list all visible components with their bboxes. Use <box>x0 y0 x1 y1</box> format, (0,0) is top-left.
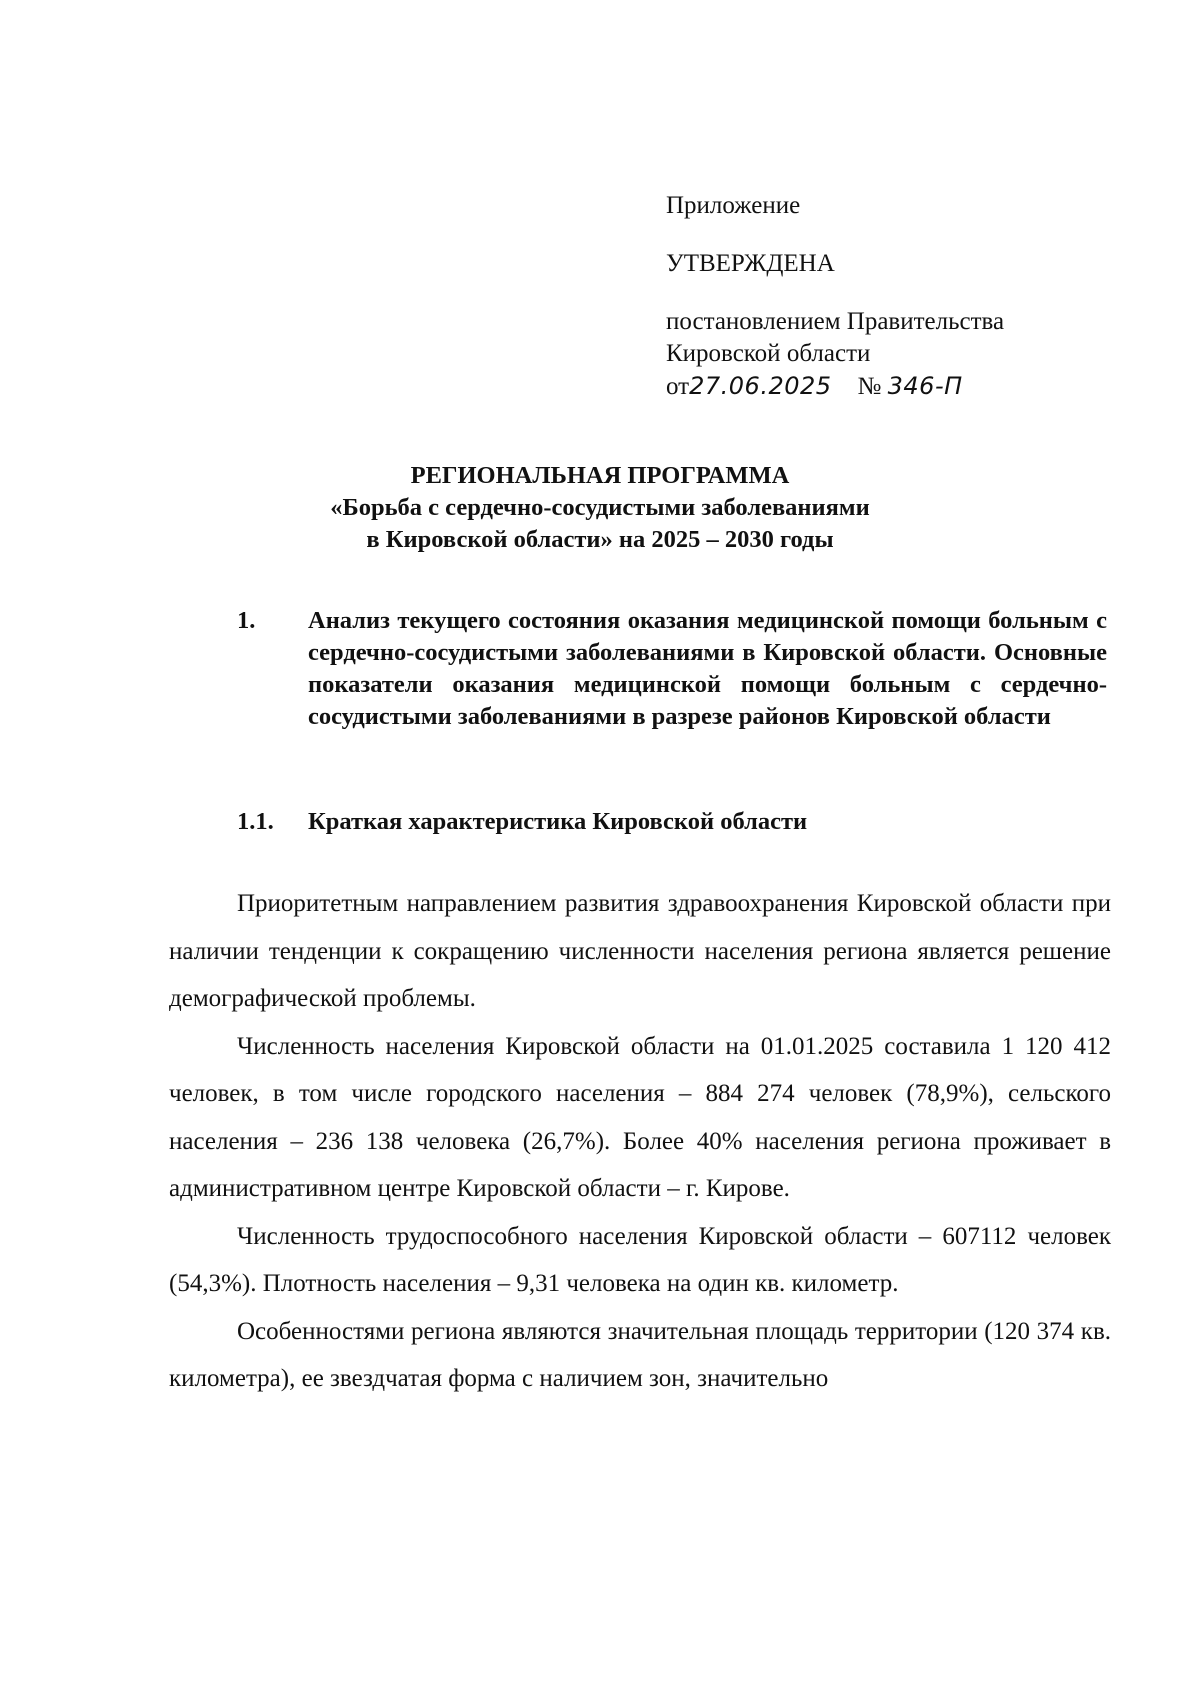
paragraph: Численность населения Кировской области на 01.01.2025 составила 1 120 412 человек, в том числе городского населения – 884 274 человек (78,9%), сельского населения – 236 138 человека (26,7%). Более 40% населения региона проживает в административном центре Кировской области – г. Кирове. <box>169 1032 1111 1202</box>
document-title <box>0 460 1200 556</box>
number-prefix: № <box>857 373 882 400</box>
approved-by-line-2: Кировской области <box>666 340 871 367</box>
body-text <box>169 880 1111 1403</box>
section-title: Анализ текущего состояния оказания медицинской помощи больным с сердечно-сосудистыми заболеваниями в Кировской области. Основные показатели оказания медицинской помощи больным с сердечно-сосудистыми заболеваниями в разрезе районов Кировской области <box>308 607 1107 730</box>
title-line-3: в Кировской области» на 2025 – 2030 годы <box>366 526 834 553</box>
approval-block <box>666 190 1004 403</box>
handwritten-date: 27.06.2025 <box>689 372 832 400</box>
approved-label: УТВЕРЖДЕНА <box>666 250 835 277</box>
section-number: 1. <box>237 607 256 634</box>
title-line-2: «Борьба с сердечно-сосудистыми заболеваниями <box>330 494 870 521</box>
section-title: Краткая характеристика Кировской области <box>308 808 808 835</box>
from-prefix: от <box>666 373 690 400</box>
handwritten-number: 346-П <box>887 372 963 400</box>
section-number: 1.1. <box>237 808 274 835</box>
paragraph: Особенностями региона являются значительная площадь территории (120 374 кв. километра), ее звездчатая форма с наличием зон, значительно <box>169 1317 1111 1392</box>
paragraph: Численность трудоспособного населения Кировской области – 607112 человек (54,3%). Плотность населения – 9,31 человека на один кв. километр. <box>169 1222 1111 1297</box>
paragraph: Приоритетным направлением развития здравоохранения Кировской области при наличии тенденции к сокращению численности населения региона является решение демографической проблемы. <box>169 890 1111 1012</box>
approved-by-line-1: постановлением Правительства <box>666 308 1005 335</box>
appendix-label: Приложение <box>666 192 801 219</box>
title-line-1: РЕГИОНАЛЬНАЯ ПРОГРАММА <box>410 462 790 489</box>
date-number-line <box>666 370 1004 403</box>
